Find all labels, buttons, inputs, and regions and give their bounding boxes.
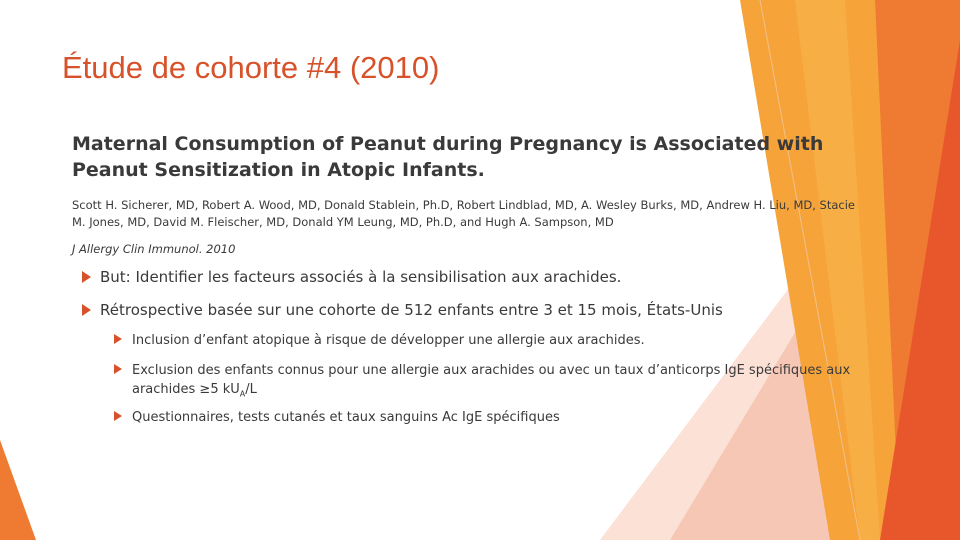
sub-bullet-text: Inclusion d’enfant atopique à risque de développer une allergie aux arachides. (132, 333, 645, 348)
unit-suffix: /L (245, 382, 257, 397)
bullet-text: Rétrospective basée sur une cohorte de 512 enfants entre 3 et 15 mois, États-Unis (100, 301, 723, 319)
unit-subscript: A (239, 389, 246, 399)
sub-bullet-arrow-icon (114, 411, 122, 421)
bullet-arrow-icon (82, 304, 91, 316)
sub-bullet-arrow-icon (114, 334, 122, 344)
sub-bullet-text (132, 361, 892, 404)
sub-bullet-arrow-icon (114, 364, 122, 374)
exclusion-text: Exclusion des enfants connus pour une allergie aux arachides ou avec un taux d’anticorps IgE spécifiques aux arachides ≥5 kU (132, 363, 851, 397)
bullet-text: But: Identifier les facteurs associés à la sensibilisation aux arachides. (100, 268, 622, 286)
slide-title: Étude de cohorte #4 (2010) (62, 50, 440, 85)
sub-bullet-text: Questionnaires, tests cutanés et taux sanguins Ac IgE spécifiques (132, 410, 560, 425)
author-list: Scott H. Sicherer, MD, Robert A. Wood, MD, Donald Stablein, Ph.D, Robert Lindblad, MD, A. Wesley Burks, MD, Andrew H. Liu, MD, Stacie M. Jones, MD, David M. Fleischer, MD, Donald YM Leung, MD, Ph.D, and Hugh A. Sampson, MD (72, 198, 856, 229)
journal-reference: J Allergy Clin Immunol. 2010 (72, 242, 236, 256)
paper-title: Maternal Consumption of Peanut during Pregnancy is Associated with Peanut Sensitization in Atopic Infants. (72, 133, 824, 181)
bullet-arrow-icon (82, 271, 91, 283)
left-facet-orange (0, 440, 36, 540)
